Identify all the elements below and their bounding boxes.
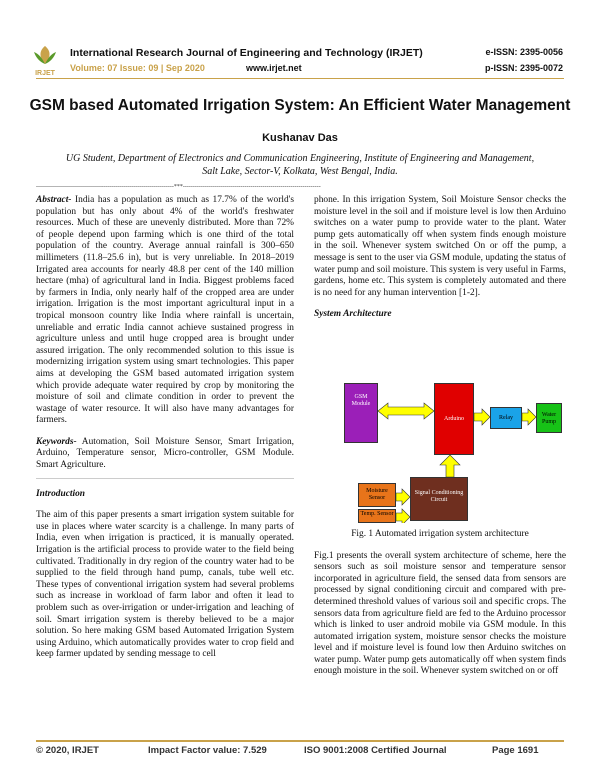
header-rule (36, 78, 564, 79)
moisture-sensor-box: Moisture Sensor (358, 483, 396, 507)
right-paragraph-1: phone. In this irrigation System, Soil Moisture Sensor checks the moisture level in the soil and if moisture level is low then Arduino switches on a water pump to provide water to the plant. Water pump gets automatically off when system finds enough moisture in the soil. Whenever system switched On or off the pump, a message is sent to the user via GSM module, updating the status of water pump and soil moisture. This system is very useful in Farms, gardens, home etc. This system is completely automated and there is no need for any human intervention [1-2]. (314, 195, 566, 298)
abstract-rule (36, 478, 294, 479)
footer-impact-factor: Impact Factor value: 7.529 (148, 745, 267, 756)
arduino-box: Arduino (434, 383, 474, 455)
right-column (314, 195, 566, 678)
abstract (36, 195, 294, 427)
author-name: Kushanav Das (262, 132, 338, 144)
temp-sensor-box: Temp. Sensor (358, 509, 396, 523)
moisture-signal-arrow (396, 489, 410, 505)
relay-box: Relay (490, 407, 522, 429)
keywords-text: Automation, Soil Moisture Sensor, Smart Irrigation, Arduino, Temperature sensor, Micro-controller, GSM Module. Smart Agriculture. (36, 436, 294, 471)
e-issn: e-ISSN: 2395-0056 (485, 47, 563, 57)
section-separator: ---------------------------------------------------------------------***--------------------------------------------------------------------- (36, 184, 321, 190)
affiliation-line-1: UG Student, Department of Electronics and Communication Engineering, Institute of Engineering and Management, (65, 153, 535, 164)
architecture-heading: System Architecture (314, 309, 392, 320)
irjet-logo-icon (30, 42, 60, 78)
logo-text: IRJET (35, 70, 55, 77)
arduino-relay-arrow (474, 409, 490, 425)
affiliation-line-2: Salt Lake, Sector-V, Kolkata, West Bengal, India. (202, 166, 398, 177)
keywords-label: Keywords- (36, 436, 77, 447)
journal-header (0, 0, 600, 84)
affiliation (36, 152, 564, 178)
signal-arduino-arrow (440, 455, 460, 477)
architecture-diagram (314, 331, 566, 523)
abstract-text: India has a population as much as 17.7% of the world's population but has only about 4% of the world's freshwater resources. Much of these are unevenly distributed. More than 72% of people depend upon farming which is one third of the total population of the country. Average annual rainfall is 300–650 millimeters (11.8–25.6 in), but is very unreliable. In 2018–2019 Irrigated area accounts for nearly 48.8 per cent of the 140 million hectare (mha) of agricultural land in India. Biggest problems faced by farmers in India, only nearly half of the cropped area are under irrigation. Irrigation is the most important agricultural input in a tropical monsoon country like India where rainfall is uncertain, unreliable and erratic India cannot achieve sustained progress in agriculture unless and until huge cropped area is brought under assured irrigation. The only recommended solution to this issue is modernizing irrigation system using smart technologies. This paper aims at developing the GSM based automated irrigation system which provide adequate water required by crop by monitoring the moisture of soil and climate condition in order to prevent the wastage of water resource. It will also have many advantages for farmers. (36, 195, 294, 426)
footer-iso: ISO 9001:2008 Certified Journal (304, 745, 447, 756)
footer-copyright: © 2020, IRJET (36, 745, 99, 756)
journal-website[interactable]: www.irjet.net (246, 63, 302, 73)
volume-issue: Volume: 07 Issue: 09 | Sep 2020 (70, 63, 205, 73)
gsm-arduino-arrow (378, 403, 434, 419)
p-issn: p-ISSN: 2395-0072 (484, 63, 563, 73)
page-footer (36, 742, 564, 758)
water-pump-box: Water Pump (536, 403, 562, 433)
temp-signal-arrow (396, 509, 410, 523)
intro-heading: Introduction (36, 488, 85, 499)
journal-title: International Research Journal of Engineering and Technology (IRJET) (70, 47, 423, 59)
signal-conditioning-box: Signal Conditioning Circuit (410, 477, 468, 521)
abstract-label: Abstract- (36, 195, 72, 205)
figure-caption: Fig. 1 Automated irrigation system architecture (351, 528, 529, 539)
paper-title: GSM based Automated Irrigation System: An Efficient Water Management (29, 97, 571, 114)
keywords (36, 437, 294, 472)
intro-text: The aim of this paper presents a smart irrigation system suitable for use in places where water scarcity is a challenge. In many parts of India, even when irrigation is practiced, it is manually operated. Irrigation is the artificial process to provide water to the field being cultivated. Traditionally in dry region of the country water had to be supplied to the field through hand pump, canals, tube well etc. These types of conventional irrigation system had several problems such as increase in workload of farm labor and often it lead to problem such as over-irrigation or under-irrigation and leaching of soil. Smart irrigation system is thereby believed to be a major solution. So here making GSM based Automated Irrigation System using Arduino, which automatically provides water to crop field and keep farmer updated by sending message to cell (36, 510, 294, 660)
footer-page-number: Page 1691 (492, 745, 539, 756)
gsm-module-box: GSM Module (344, 383, 378, 443)
left-column (36, 195, 294, 661)
right-paragraph-2: Fig.1 presents the overall system architecture of scheme, here the sensors such as soil moisture sensor and temperature sensor incorporated in agriculture field, the sensed data from sensors are processed by signal conditioning circuit and compared with pre-determined threshold values of various soil and specific crops. The sensors data from agriculture field are fed to the Arduino processor which is linked to user android mobile via GSM module. In this automated irrigation system, moisture sensor checks the moisture level and if moisture level is found low then Arduino switches on water pump. Water pump gets automatically off when system finds enough moisture in the soil. Whenever system switched on or off (314, 550, 566, 677)
relay-pump-arrow (522, 409, 536, 425)
